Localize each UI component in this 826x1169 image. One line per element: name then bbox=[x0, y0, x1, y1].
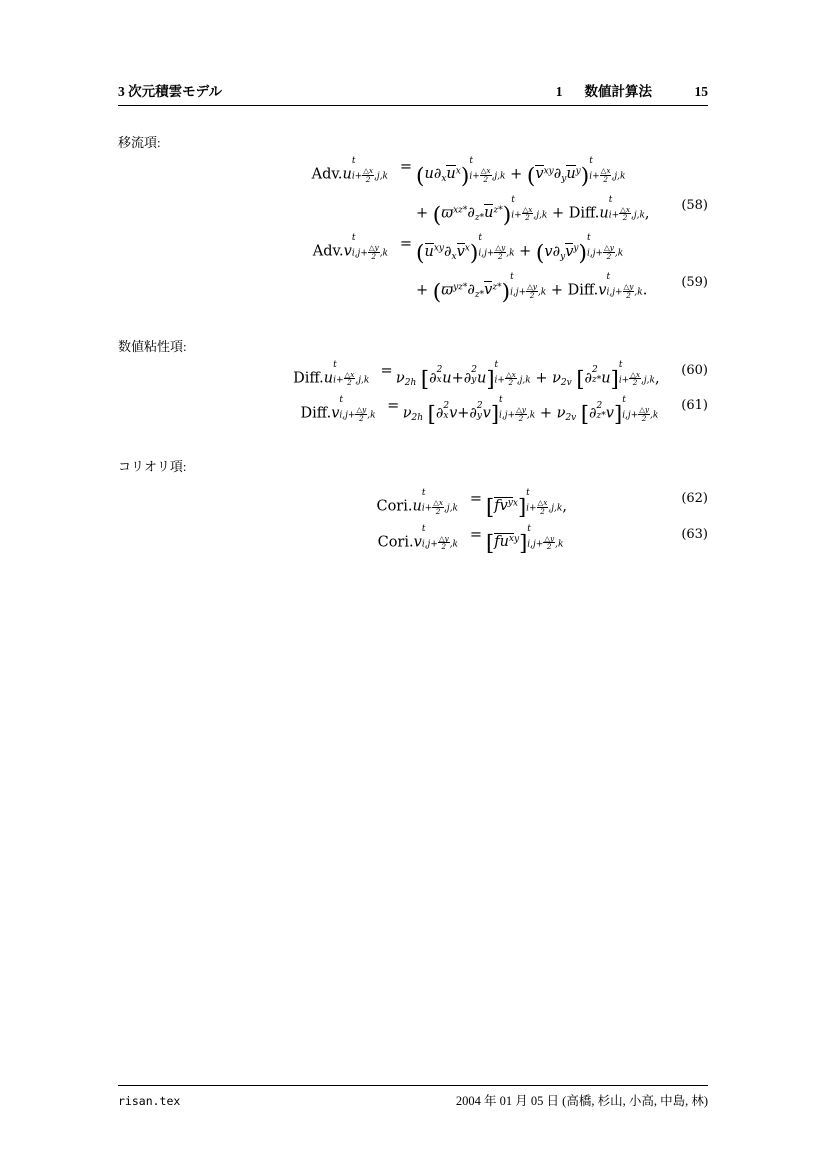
equation-59-row-1 bbox=[118, 234, 708, 271]
section-label-advection: 移流項: bbox=[118, 135, 161, 150]
equation-63-lhs: Cori.v t i,j+ $\frac{\triangle y}{2}$ ,k bbox=[377, 523, 458, 552]
equation-58-row-2 bbox=[118, 196, 708, 233]
equation-62-lhs: Cori.u t i+ $\frac{\triangle x}{2}$ ,j,k bbox=[376, 488, 458, 516]
equation-59-rhs-2: + $(ϖ^{yz*}\partial_{z*}v^{z*})$ t i,j+ $\frac{\triangle y}{2}$ ,k + Diff.v t i,j+ $\frac{\triangle y}{2}$ ,k . bbox=[416, 272, 648, 306]
equation-block-advection bbox=[118, 157, 708, 310]
equation-58-tag: (58) bbox=[681, 197, 708, 213]
header-left-title: 3 次元積雲モデル bbox=[118, 84, 222, 99]
equation-58-equals: = bbox=[399, 159, 413, 175]
equation-58-equals-cont bbox=[396, 196, 416, 218]
equation-61-tag: (61) bbox=[681, 398, 708, 414]
equation-62-row bbox=[118, 489, 708, 523]
equation-60-equals: = bbox=[380, 362, 393, 379]
equation-58-rhs-2: + $(ϖ^{xz*}\partial_{z*}u^{z*})$ t i+ $\frac{\triangle x}{2}$ ,j,k + Diff.u t i+ $\frac{\triangle x}{2}$ ,j,k , bbox=[416, 194, 650, 228]
equation-61-equals: = bbox=[387, 398, 400, 415]
equation-63-rhs: $[fu^{xy}]$ t i,j+ $\frac{\triangle y}{2}$ ,k bbox=[486, 523, 564, 555]
footer-line bbox=[118, 1091, 708, 1109]
equation-58-rhs-1: $(u\partial_xu^x)$ t i+ $\frac{\triangle x}{2}$ ,j,k + $(v^{xy}\partial_yu^y)$ t i+ $\frac{\triangle x}{2}$ ,j,k bbox=[416, 156, 626, 190]
equation-59-equals-cont bbox=[396, 273, 416, 295]
equation-61-rhs: $\nu_{2h}$ [∂ 2 x v+∂ 2 y v] t i,j+ $\frac{\triangle y}{2}$ ,k + $\nu_{2v}$ [∂ 2 z* v] t i,j+ $\frac{\triangle y}{2}$ ,k bbox=[402, 395, 659, 427]
equation-59-tag: (59) bbox=[681, 275, 708, 291]
equation-60-rhs: $\nu_{2h}$ [∂ 2 x u+∂ 2 y u] t i+ $\frac{\triangle x}{2}$ ,j,k + $\nu_{2v}$ [∂ 2 z* u] t i+ $\frac{\triangle x}{2}$ ,j,k , bbox=[395, 359, 660, 391]
equation-60-lhs: Diff.u t i+ $\frac{\triangle x}{2}$ ,j,k bbox=[293, 359, 370, 388]
running-header bbox=[118, 80, 708, 106]
equation-63-tag: (63) bbox=[681, 526, 708, 542]
equation-62-tag: (62) bbox=[681, 491, 708, 507]
equation-59-lhs-cont bbox=[118, 273, 396, 295]
page-footer bbox=[118, 1085, 708, 1109]
footer-filename: risan.tex bbox=[118, 1094, 181, 1108]
footer-rule bbox=[118, 1085, 708, 1086]
equation-59-row-2 bbox=[118, 273, 708, 310]
page-content bbox=[118, 80, 708, 560]
equation-58-lhs: Adv.u t i+ $\frac{\triangle x}{2}$ ,j,k bbox=[311, 156, 388, 184]
section-label-numerical-viscosity: 数値粘性項: bbox=[118, 338, 187, 354]
equation-63-row bbox=[118, 525, 708, 559]
equation-59-lhs: Adv.v t i,j+ $\frac{\triangle y}{2}$ ,k bbox=[312, 233, 388, 262]
equation-block-coriolis bbox=[118, 489, 708, 558]
equation-58-row-1 bbox=[118, 157, 708, 194]
equation-61-row bbox=[118, 396, 708, 430]
equation-63-equals: = bbox=[469, 526, 483, 543]
equation-61-lhs: Diff.v t i,j+ $\frac{\triangle y}{2}$ ,k bbox=[300, 395, 376, 424]
equation-59-rhs-1: $(u^{xy}\partial_xv^x)$ t i,j+ $\frac{\triangle y}{2}$ ,k + $(v\partial_yv^y)$ t i,j+ $\frac{\triangle y}{2}$ ,k bbox=[416, 233, 624, 267]
equation-60-tag: (60) bbox=[681, 362, 708, 378]
equation-58-lhs-cont bbox=[118, 196, 396, 218]
equation-59-equals: = bbox=[399, 236, 413, 253]
equation-block-diffusion bbox=[118, 361, 708, 430]
equation-62-equals: = bbox=[469, 491, 483, 508]
footer-date-authors: 2004 年 01 月 05 日 (高橋, 杉山, 小高, 中島, 林) bbox=[455, 1094, 708, 1108]
header-section-title: 数値計算法 bbox=[584, 84, 652, 99]
equation-60-row bbox=[118, 361, 708, 395]
header-page-number: 15 bbox=[694, 84, 708, 99]
section-label-coriolis: コリオリ項: bbox=[118, 459, 187, 475]
header-section-number: 1 bbox=[555, 84, 563, 99]
equation-62-rhs: $[fv^{yx}]$ t i+ $\frac{\triangle x}{2}$ ,j,k , bbox=[486, 488, 567, 520]
